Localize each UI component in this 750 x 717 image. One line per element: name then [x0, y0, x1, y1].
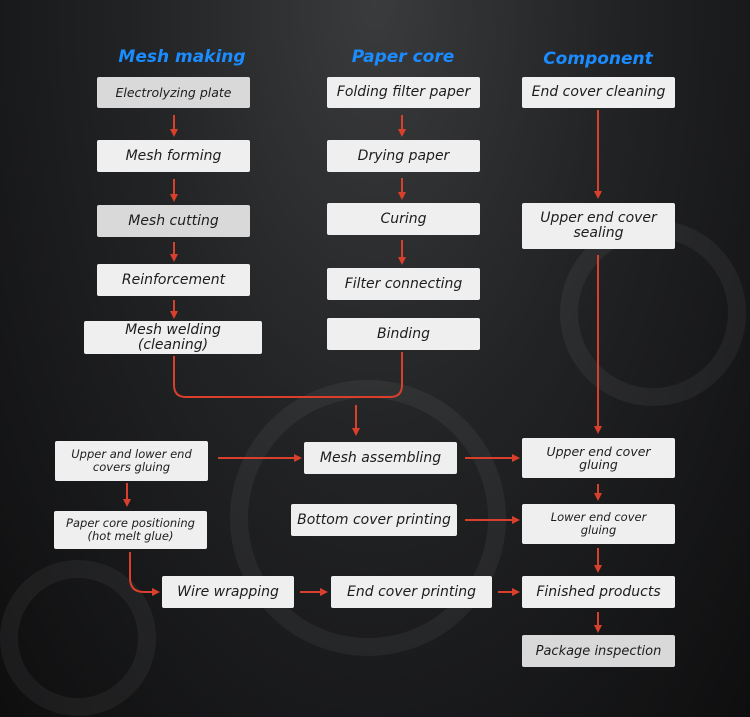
step-mesh-cutting: Mesh cutting [97, 205, 250, 237]
step-upper-end-cover-gluing: Upper end cover gluing [522, 438, 675, 478]
header-component: Component [543, 49, 653, 69]
step-wire-wrapping: Wire wrapping [162, 576, 294, 608]
step-covers-gluing: Upper and lower end covers gluing [55, 441, 208, 481]
step-package-inspection: Package inspection [522, 635, 675, 667]
step-mesh-welding: Mesh welding (cleaning) [84, 321, 262, 354]
step-folding-filter-paper: Folding filter paper [327, 77, 480, 108]
step-paper-core-positioning: Paper core positioning (hot melt glue) [54, 511, 207, 549]
step-finished-products: Finished products [522, 576, 675, 608]
step-drying-paper: Drying paper [327, 140, 480, 172]
step-lower-end-cover-gluing: Lower end cover gluing [522, 504, 675, 544]
merge-line [174, 352, 402, 397]
step-binding: Binding [327, 318, 480, 350]
step-curing: Curing [327, 203, 480, 235]
header-paper-core: Paper core [351, 47, 455, 67]
step-mesh-assembling: Mesh assembling [304, 442, 457, 474]
arrow [130, 552, 158, 592]
step-reinforcement: Reinforcement [97, 264, 250, 296]
step-end-cover-printing: End cover printing [331, 576, 492, 608]
step-upper-end-cover-sealing: Upper end cover sealing [522, 203, 675, 249]
step-mesh-forming: Mesh forming [97, 140, 250, 172]
step-end-cover-cleaning: End cover cleaning [522, 77, 675, 108]
step-filter-connecting: Filter connecting [327, 268, 480, 300]
step-bottom-cover-printing: Bottom cover printing [291, 504, 457, 536]
step-electrolyzing-plate: Electrolyzing plate [97, 77, 250, 108]
header-mesh-making: Mesh making [118, 47, 246, 67]
